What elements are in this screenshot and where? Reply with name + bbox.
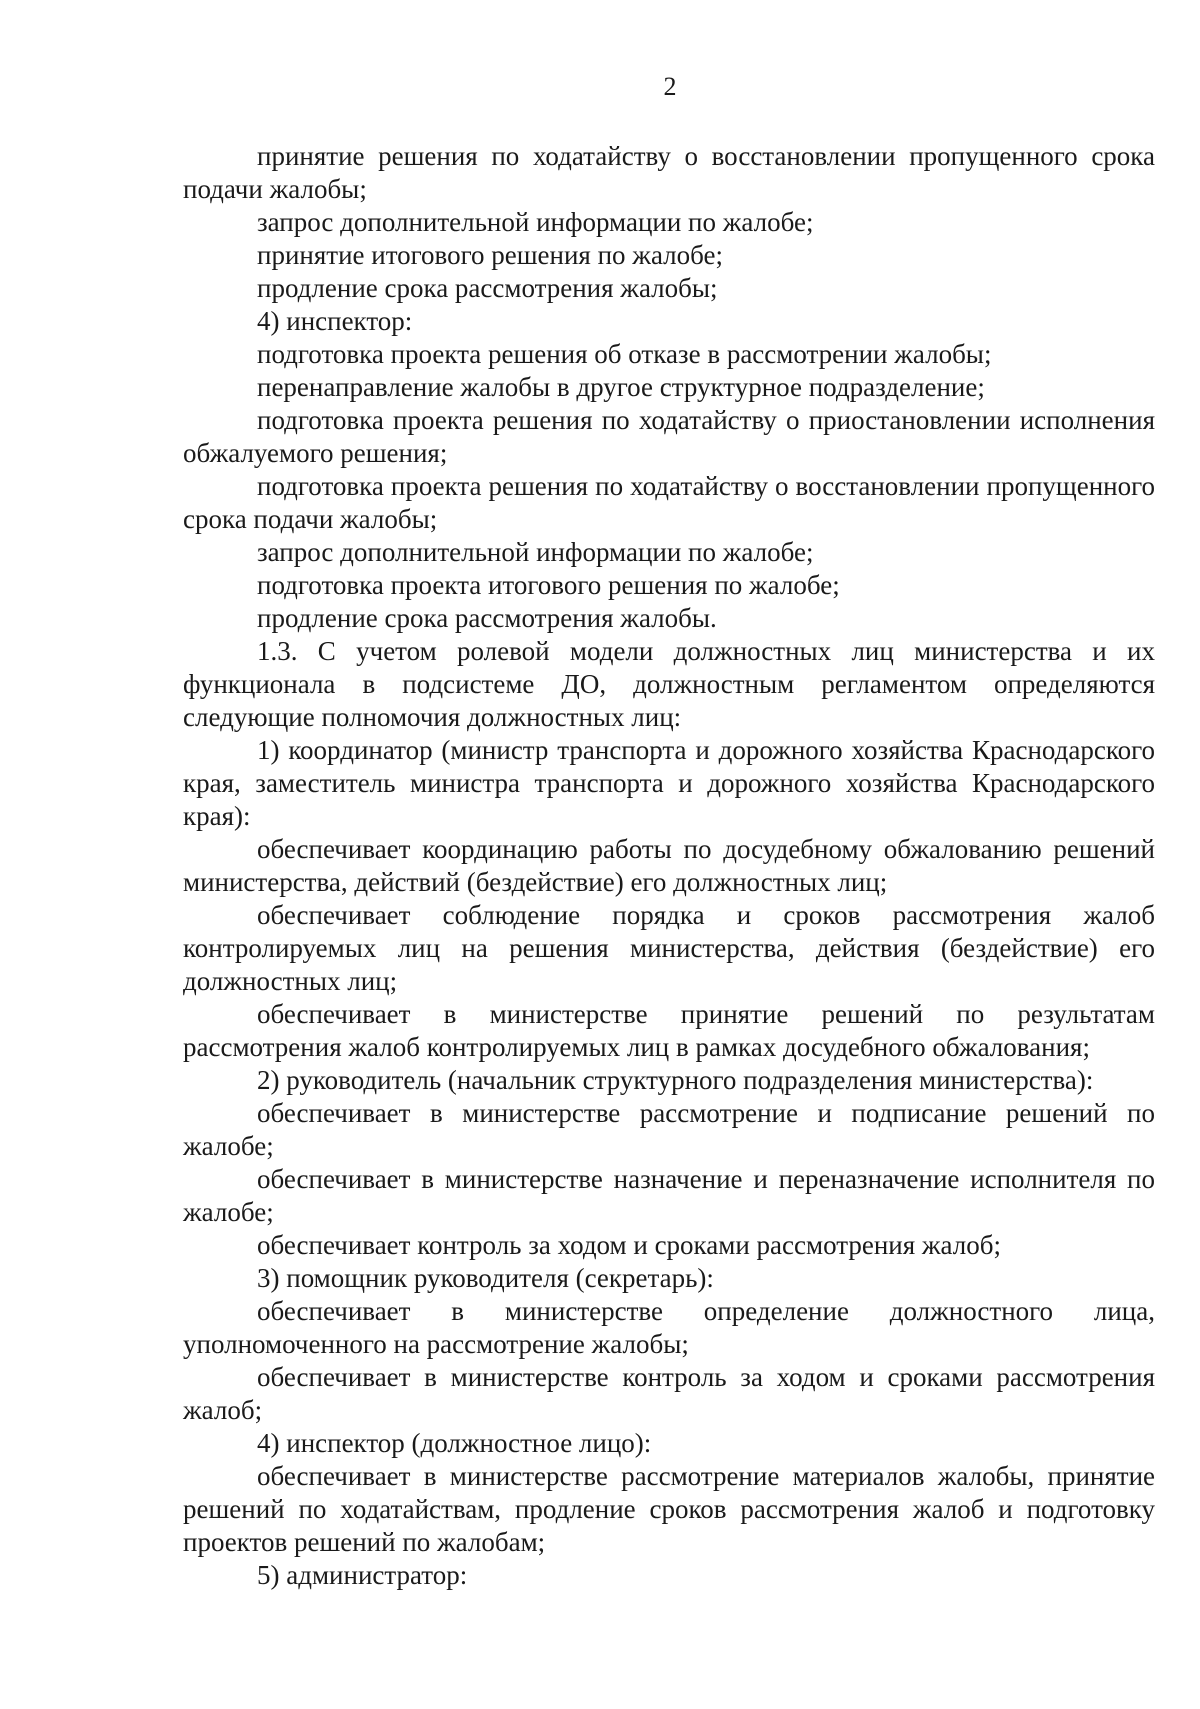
paragraph-15: обеспечивает координацию работы по досудебному обжалованию решений министерства, действий (бездействие) его должностных лиц;	[183, 834, 1155, 897]
paragraph-1: принятие решения по ходатайству о восстановлении пропущенного срока подачи жалобы;	[183, 141, 1155, 204]
paragraph-2: запрос дополнительной информации по жалобе;	[257, 207, 814, 237]
paragraph-24: обеспечивает в министерстве контроль за ходом и сроками рассмотрения жалоб;	[183, 1362, 1155, 1425]
paragraph-27: 5) администратор:	[257, 1560, 468, 1590]
paragraph-17: обеспечивает в министерстве принятие решений по результатам рассмотрения жалоб контролируемых лиц в рамках досудебного обжалования;	[183, 999, 1155, 1062]
paragraph-13: 1.3. С учетом ролевой модели должностных лиц министерства и их функционала в подсистеме ДО, должностным регламентом определяются следующие полномочия должностных лиц:	[183, 636, 1155, 732]
paragraph-16: обеспечивает соблюдение порядка и сроков рассмотрения жалоб контролируемых лиц на решения министерства, действия (бездействие) его должностных лиц;	[183, 900, 1155, 996]
paragraph-3: принятие итогового решения по жалобе;	[257, 240, 724, 270]
paragraph-9: подготовка проекта решения по ходатайству о восстановлении пропущенного срока подачи жалобы;	[183, 471, 1155, 534]
paragraph-26: обеспечивает в министерстве рассмотрение материалов жалобы, принятие решений по ходатайствам, продление сроков рассмотрения жалоб и подготовку проектов решений по жалобам;	[183, 1461, 1155, 1557]
paragraph-4: продление срока рассмотрения жалобы;	[257, 273, 718, 303]
paragraph-6: подготовка проекта решения об отказе в рассмотрении жалобы;	[257, 339, 992, 369]
paragraph-20: обеспечивает в министерстве назначение и переназначение исполнителя по жалобе;	[183, 1164, 1155, 1227]
paragraph-8: подготовка проекта решения по ходатайству о приостановлении исполнения обжалуемого решения;	[183, 405, 1155, 468]
paragraph-5: 4) инспектор:	[257, 306, 413, 336]
page-number: 2	[663, 72, 677, 101]
paragraph-14: 1) координатор (министр транспорта и дорожного хозяйства Краснодарского края, заместитель министра транспорта и дорожного хозяйства Краснодарского края):	[183, 735, 1155, 831]
paragraph-7: перенаправление жалобы в другое структурное подразделение;	[257, 372, 985, 402]
paragraph-18: 2) руководитель (начальник структурного подразделения министерства):	[257, 1065, 1094, 1095]
document-body	[183, 140, 1155, 1592]
paragraph-19: обеспечивает в министерстве рассмотрение и подписание решений по жалобе;	[183, 1098, 1155, 1161]
paragraph-10: запрос дополнительной информации по жалобе;	[257, 537, 814, 567]
paragraph-23: обеспечивает в министерстве определение должностного лица, уполномоченного на рассмотрение жалобы;	[183, 1296, 1155, 1359]
paragraph-22: 3) помощник руководителя (секретарь):	[257, 1263, 714, 1293]
paragraph-11: подготовка проекта итогового решения по жалобе;	[257, 570, 840, 600]
paragraph-12: продление срока рассмотрения жалобы.	[257, 603, 717, 633]
paragraph-25: 4) инспектор (должностное лицо):	[257, 1428, 652, 1458]
paragraph-21: обеспечивает контроль за ходом и сроками рассмотрения жалоб;	[257, 1230, 1001, 1260]
